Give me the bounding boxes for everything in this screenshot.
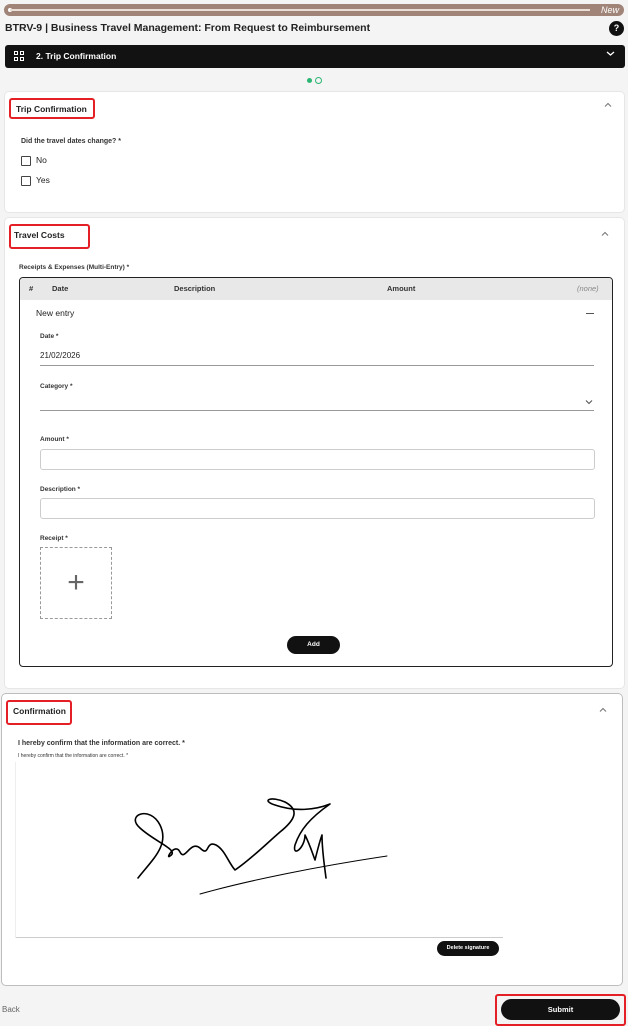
confirm-statement-small: I hereby confirm that the information are correct. * [18,753,129,759]
receipt-upload[interactable] [40,547,112,619]
category-underline [40,410,594,411]
grid-icon [14,51,25,62]
progress-bar [4,4,624,16]
new-entry-title: New entry [36,308,75,318]
option-no-label[interactable]: No [36,155,47,165]
signature-baseline [16,937,503,938]
page-title: BTRV-9 | Business Travel Management: From Request to Reimbursement [5,22,371,34]
signature-stroke [135,799,330,878]
date-label: Date * [40,333,59,340]
new-badge: New [600,5,619,15]
date-underline [40,365,594,366]
step-selector[interactable] [5,45,625,68]
collapse-trip-icon[interactable] [604,101,612,111]
confirm-statement: I hereby confirm that the information are correct. * [18,740,185,747]
trip-confirmation-title[interactable]: Trip Confirmation [16,104,87,114]
receipts-expenses-label: Receipts & Expenses (Multi-Entry) * [19,264,130,271]
col-amount: Amount [387,284,416,293]
category-label: Category * [40,383,73,390]
submit-button[interactable]: Submit [501,999,620,1020]
col-description: Description [174,284,216,293]
description-label: Description * [40,486,81,493]
description-input[interactable] [40,498,595,519]
travel-costs-title[interactable]: Travel Costs [14,230,65,240]
amount-label: Amount * [40,436,69,443]
back-link[interactable]: Back [2,1005,20,1014]
add-button[interactable]: Add [287,636,340,654]
page-dot[interactable] [315,77,322,84]
chevron-down-icon[interactable] [585,398,593,408]
signature-border [15,762,16,938]
expenses-table [19,277,613,667]
col-none: (none) [577,284,599,293]
checkbox-no[interactable] [21,156,31,166]
travel-dates-question: Did the travel dates change? * [21,138,121,145]
table-header [20,278,612,300]
trip-confirmation-panel [5,92,624,212]
option-yes-label[interactable]: Yes [36,175,50,185]
col-number: # [29,284,34,293]
help-icon[interactable]: ? [609,21,624,36]
checkbox-yes[interactable] [21,176,31,186]
progress-track [10,9,590,11]
chevron-down-icon [606,49,615,63]
collapse-entry-icon[interactable] [586,313,594,314]
signature-underline-stroke [200,856,387,894]
amount-input[interactable] [40,449,595,470]
delete-signature-button[interactable]: Delete signature [437,941,499,956]
plus-icon: + [67,566,85,599]
date-field[interactable]: 21/02/2026 [40,351,81,360]
collapse-costs-icon[interactable] [601,230,609,240]
category-select[interactable] [40,396,594,410]
receipt-label: Receipt * [40,535,68,542]
step-label: 2. Trip Confirmation [36,51,117,61]
collapse-confirmation-icon[interactable] [599,706,607,716]
signature-pad[interactable] [100,790,400,900]
confirmation-title[interactable]: Confirmation [13,706,66,716]
page-dot-active[interactable] [307,78,312,83]
col-date: Date [52,284,69,293]
